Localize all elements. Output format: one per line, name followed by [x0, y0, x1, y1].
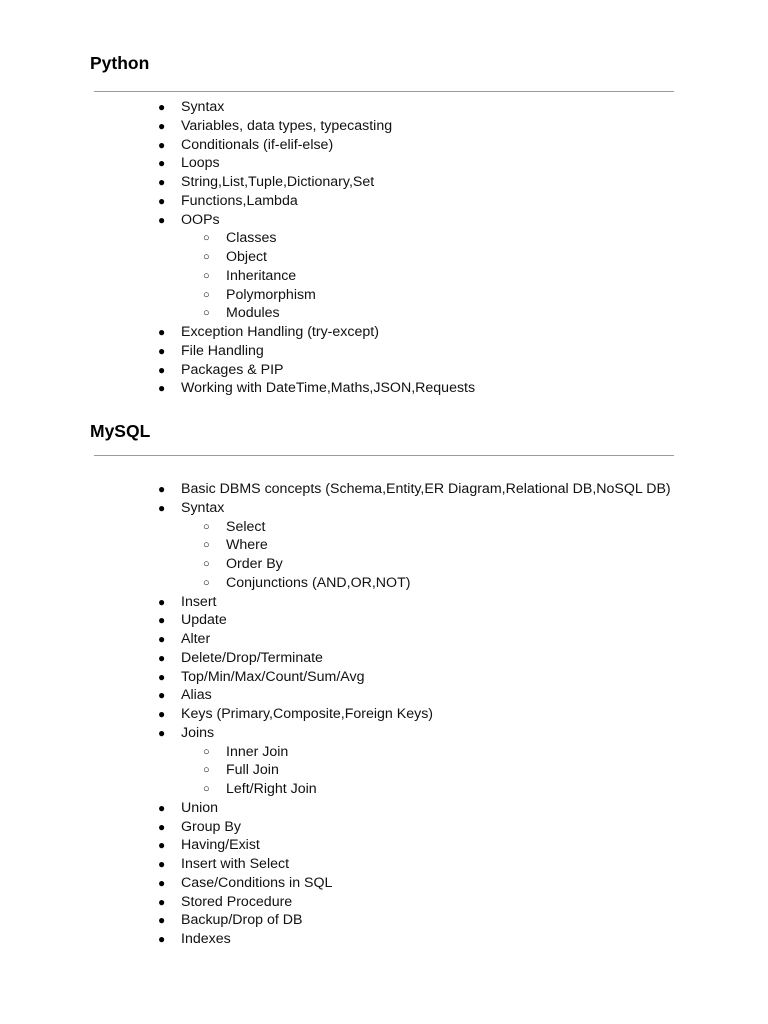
- list-item: [0, 686, 768, 705]
- list-item-text: Exception Handling (try-except): [181, 324, 379, 340]
- sub-list-item: [0, 248, 768, 267]
- bullet-icon: ●: [158, 894, 166, 909]
- list-item-text: Delete/Drop/Terminate: [181, 649, 323, 666]
- list-item-text: Group By: [181, 818, 241, 835]
- list-item-text: Syntax: [181, 99, 225, 115]
- hollow-bullet-icon: ○: [203, 232, 210, 245]
- list-item-text: Where: [226, 537, 268, 554]
- list-item-text: Classes: [226, 230, 277, 247]
- python-topic-list: [0, 98, 768, 398]
- list-item-text: Joins: [181, 724, 215, 741]
- bullet-icon: ●: [158, 381, 166, 396]
- bullet-icon: ●: [158, 175, 166, 189]
- list-item: [0, 192, 768, 211]
- list-item-text: Modules: [226, 305, 280, 322]
- hollow-bullet-icon: ○: [203, 576, 210, 589]
- list-item: [0, 342, 768, 361]
- list-item: [0, 211, 768, 230]
- list-item: [0, 649, 768, 668]
- bullet-icon: ●: [158, 857, 166, 871]
- list-item-text: Alter: [181, 631, 211, 647]
- list-item-text: Variables, data types, typecasting: [181, 117, 393, 134]
- list-item: [0, 323, 768, 342]
- bullet-icon: ●: [158, 156, 166, 171]
- list-item-text: Update: [181, 612, 227, 629]
- list-item-text: Insert with Select: [181, 856, 290, 872]
- list-item: [0, 154, 768, 173]
- list-item: [0, 379, 768, 398]
- list-item: [0, 361, 768, 380]
- list-item: [0, 668, 768, 687]
- bullet-icon: ●: [158, 118, 166, 133]
- hollow-bullet-icon: ○: [203, 520, 210, 533]
- hollow-bullet-icon: ○: [203, 745, 210, 758]
- bullet-icon: ●: [158, 669, 166, 684]
- list-item-text: Having/Exist: [181, 837, 260, 854]
- list-item-text: Working with DateTime,Maths,JSON,Requests: [181, 380, 476, 397]
- list-item: [0, 836, 768, 855]
- list-item-text: Left/Right Join: [226, 781, 317, 797]
- bullet-icon: ●: [158, 650, 166, 665]
- list-item-text: OOPs: [181, 211, 220, 228]
- list-item: [0, 874, 768, 893]
- list-item-text: Full Join: [226, 762, 279, 779]
- bullet-icon: ●: [158, 212, 166, 227]
- list-item-text: Order By: [226, 556, 283, 572]
- list-item-text: Keys (Primary,Composite,Foreign Keys): [181, 706, 434, 722]
- bullet-icon: ●: [158, 362, 166, 377]
- bullet-icon: ●: [158, 100, 166, 114]
- list-item-text: Case/Conditions in SQL: [181, 874, 333, 891]
- bullet-icon: ●: [158, 838, 166, 853]
- list-item: [0, 173, 768, 192]
- list-item: [0, 705, 768, 724]
- list-item: [0, 818, 768, 837]
- hollow-bullet-icon: ○: [203, 558, 210, 570]
- list-item-text: Syntax: [181, 499, 225, 516]
- list-item-text: File Handling: [181, 342, 264, 359]
- mysql-heading: MySQL: [90, 421, 151, 441]
- bullet-icon: ●: [158, 613, 166, 628]
- bullet-icon: ●: [158, 800, 166, 815]
- sub-list-item: [0, 536, 768, 555]
- list-item: [0, 799, 768, 818]
- bullet-icon: ●: [158, 819, 166, 834]
- sub-list-item: [0, 780, 768, 799]
- list-item-text: Top/Min/Max/Count/Sum/Avg: [181, 668, 365, 685]
- sub-list-item: [0, 518, 768, 537]
- bullet-icon: ●: [158, 325, 166, 339]
- list-item-text: Indexes: [181, 931, 231, 947]
- sub-list-item: [0, 574, 768, 593]
- hollow-bullet-icon: ○: [203, 307, 210, 320]
- list-item: [0, 480, 768, 499]
- list-item: [0, 893, 768, 912]
- bullet-icon: ●: [158, 632, 166, 646]
- bullet-icon: ●: [158, 913, 166, 928]
- list-item-text: Polymorphism: [226, 286, 316, 303]
- bullet-icon: ●: [158, 343, 166, 358]
- list-item: [0, 630, 768, 649]
- bullet-icon: ●: [158, 482, 166, 496]
- list-item-text: String,List,Tuple,Dictionary,Set: [181, 174, 375, 190]
- mysql-divider: [94, 455, 674, 456]
- bullet-icon: ●: [158, 193, 166, 208]
- bullet-icon: ●: [158, 875, 166, 890]
- bullet-icon: ●: [158, 725, 166, 740]
- python-divider: [94, 91, 674, 92]
- sub-list-item: [0, 267, 768, 286]
- hollow-bullet-icon: ○: [203, 288, 210, 301]
- list-item-text: Insert: [181, 593, 217, 610]
- hollow-bullet-icon: ○: [203, 783, 210, 795]
- list-item: [0, 911, 768, 930]
- bullet-icon: ●: [158, 594, 166, 609]
- bullet-icon: ●: [158, 932, 166, 946]
- hollow-bullet-icon: ○: [203, 539, 210, 552]
- list-item-text: Packages & PIP: [181, 361, 284, 378]
- bullet-icon: ●: [158, 688, 166, 703]
- list-item: [0, 117, 768, 136]
- list-item: [0, 136, 768, 155]
- sub-list-item: [0, 286, 768, 305]
- sub-list-item: [0, 229, 768, 248]
- hollow-bullet-icon: ○: [203, 251, 210, 263]
- list-item: [0, 611, 768, 630]
- sub-list-item: [0, 555, 768, 574]
- sub-list-item: [0, 743, 768, 762]
- bullet-icon: ●: [158, 707, 166, 721]
- mysql-topic-list: [0, 480, 768, 949]
- list-item-text: Conjunctions (AND,OR,NOT): [226, 574, 411, 591]
- list-item-text: Alias: [181, 687, 212, 704]
- list-item: [0, 855, 768, 874]
- list-item: [0, 593, 768, 612]
- hollow-bullet-icon: ○: [203, 764, 210, 777]
- bullet-icon: ●: [158, 137, 166, 152]
- list-item: [0, 499, 768, 518]
- bullet-icon: ●: [158, 500, 166, 515]
- list-item-text: Functions,Lambda: [181, 192, 298, 209]
- hollow-bullet-icon: ○: [203, 269, 210, 282]
- sub-list-item: [0, 304, 768, 323]
- list-item-text: Inheritance: [226, 267, 297, 284]
- list-item: [0, 930, 768, 949]
- list-item-text: Loops: [181, 155, 220, 172]
- list-item-text: Object: [226, 249, 268, 265]
- list-item-text: Select: [226, 518, 266, 535]
- list-item: [0, 724, 768, 743]
- list-item: [0, 98, 768, 117]
- sub-list-item: [0, 761, 768, 780]
- list-item-text: Stored Procedure: [181, 893, 293, 910]
- python-heading: Python: [90, 53, 150, 73]
- list-item-text: Backup/Drop of DB: [181, 912, 303, 929]
- list-item-text: Inner Join: [226, 743, 289, 760]
- list-item-text: Union: [181, 799, 219, 816]
- list-item-text: Basic DBMS concepts (Schema,Entity,ER Diagram,Relational DB,NoSQL DB): [181, 481, 671, 497]
- list-item-text: Conditionals (if-elif-else): [181, 136, 334, 153]
